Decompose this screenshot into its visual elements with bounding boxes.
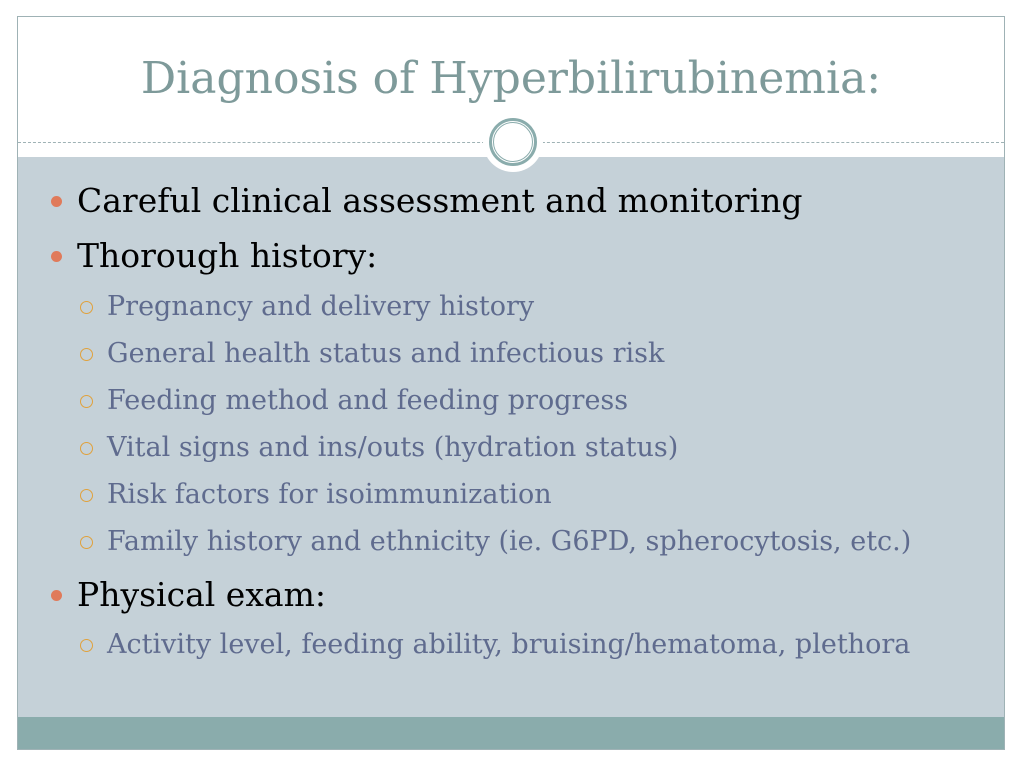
bullet-ring-icon	[80, 348, 93, 361]
sub-bullet-text: Activity level, feeding ability, bruising/hematoma, plethora	[107, 629, 911, 660]
sub-bullet-text: General health status and infectious risk	[107, 338, 665, 369]
sub-bullet-text: Risk factors for isoimmunization	[107, 479, 552, 510]
bullet-ring-icon	[80, 301, 93, 314]
bullet-dot-icon	[51, 251, 62, 262]
sub-bullet-item	[107, 384, 628, 418]
bullet-text: Careful clinical assessment and monitoring	[77, 181, 803, 220]
sub-bullet-item	[107, 478, 552, 512]
bullet-text: Thorough history:	[77, 236, 378, 275]
slide-title: Diagnosis of Hyperbilirubinemia:	[140, 53, 882, 104]
bullet-ring-icon	[80, 639, 93, 652]
bullet-item	[77, 236, 377, 276]
bullet-item	[77, 181, 802, 221]
footer-bar	[18, 717, 1004, 750]
sub-bullet-text: Family history and ethnicity (ie. G6PD, spherocytosis, etc.)	[107, 526, 912, 557]
bullet-item	[77, 575, 326, 615]
bullet-ring-icon	[80, 489, 93, 502]
bullet-ring-icon	[80, 442, 93, 455]
sub-bullet-item	[107, 337, 664, 371]
sub-bullet-text: Pregnancy and delivery history	[107, 291, 535, 322]
circle-ornament-icon	[483, 112, 543, 172]
bullet-ring-icon	[80, 395, 93, 408]
bullet-dot-icon	[51, 590, 62, 601]
sub-bullet-item	[107, 628, 910, 662]
bullet-text: Physical exam:	[77, 575, 327, 614]
slide	[17, 16, 1005, 750]
sub-bullet-text: Vital signs and ins/outs (hydration status)	[107, 432, 679, 463]
bullet-ring-icon	[80, 536, 93, 549]
bullet-dot-icon	[51, 196, 62, 207]
ornament-inner-ring	[493, 122, 533, 162]
sub-bullet-item	[107, 525, 911, 559]
sub-bullet-item	[107, 290, 534, 324]
sub-bullet-text: Feeding method and feeding progress	[107, 385, 629, 416]
sub-bullet-item	[107, 431, 678, 465]
